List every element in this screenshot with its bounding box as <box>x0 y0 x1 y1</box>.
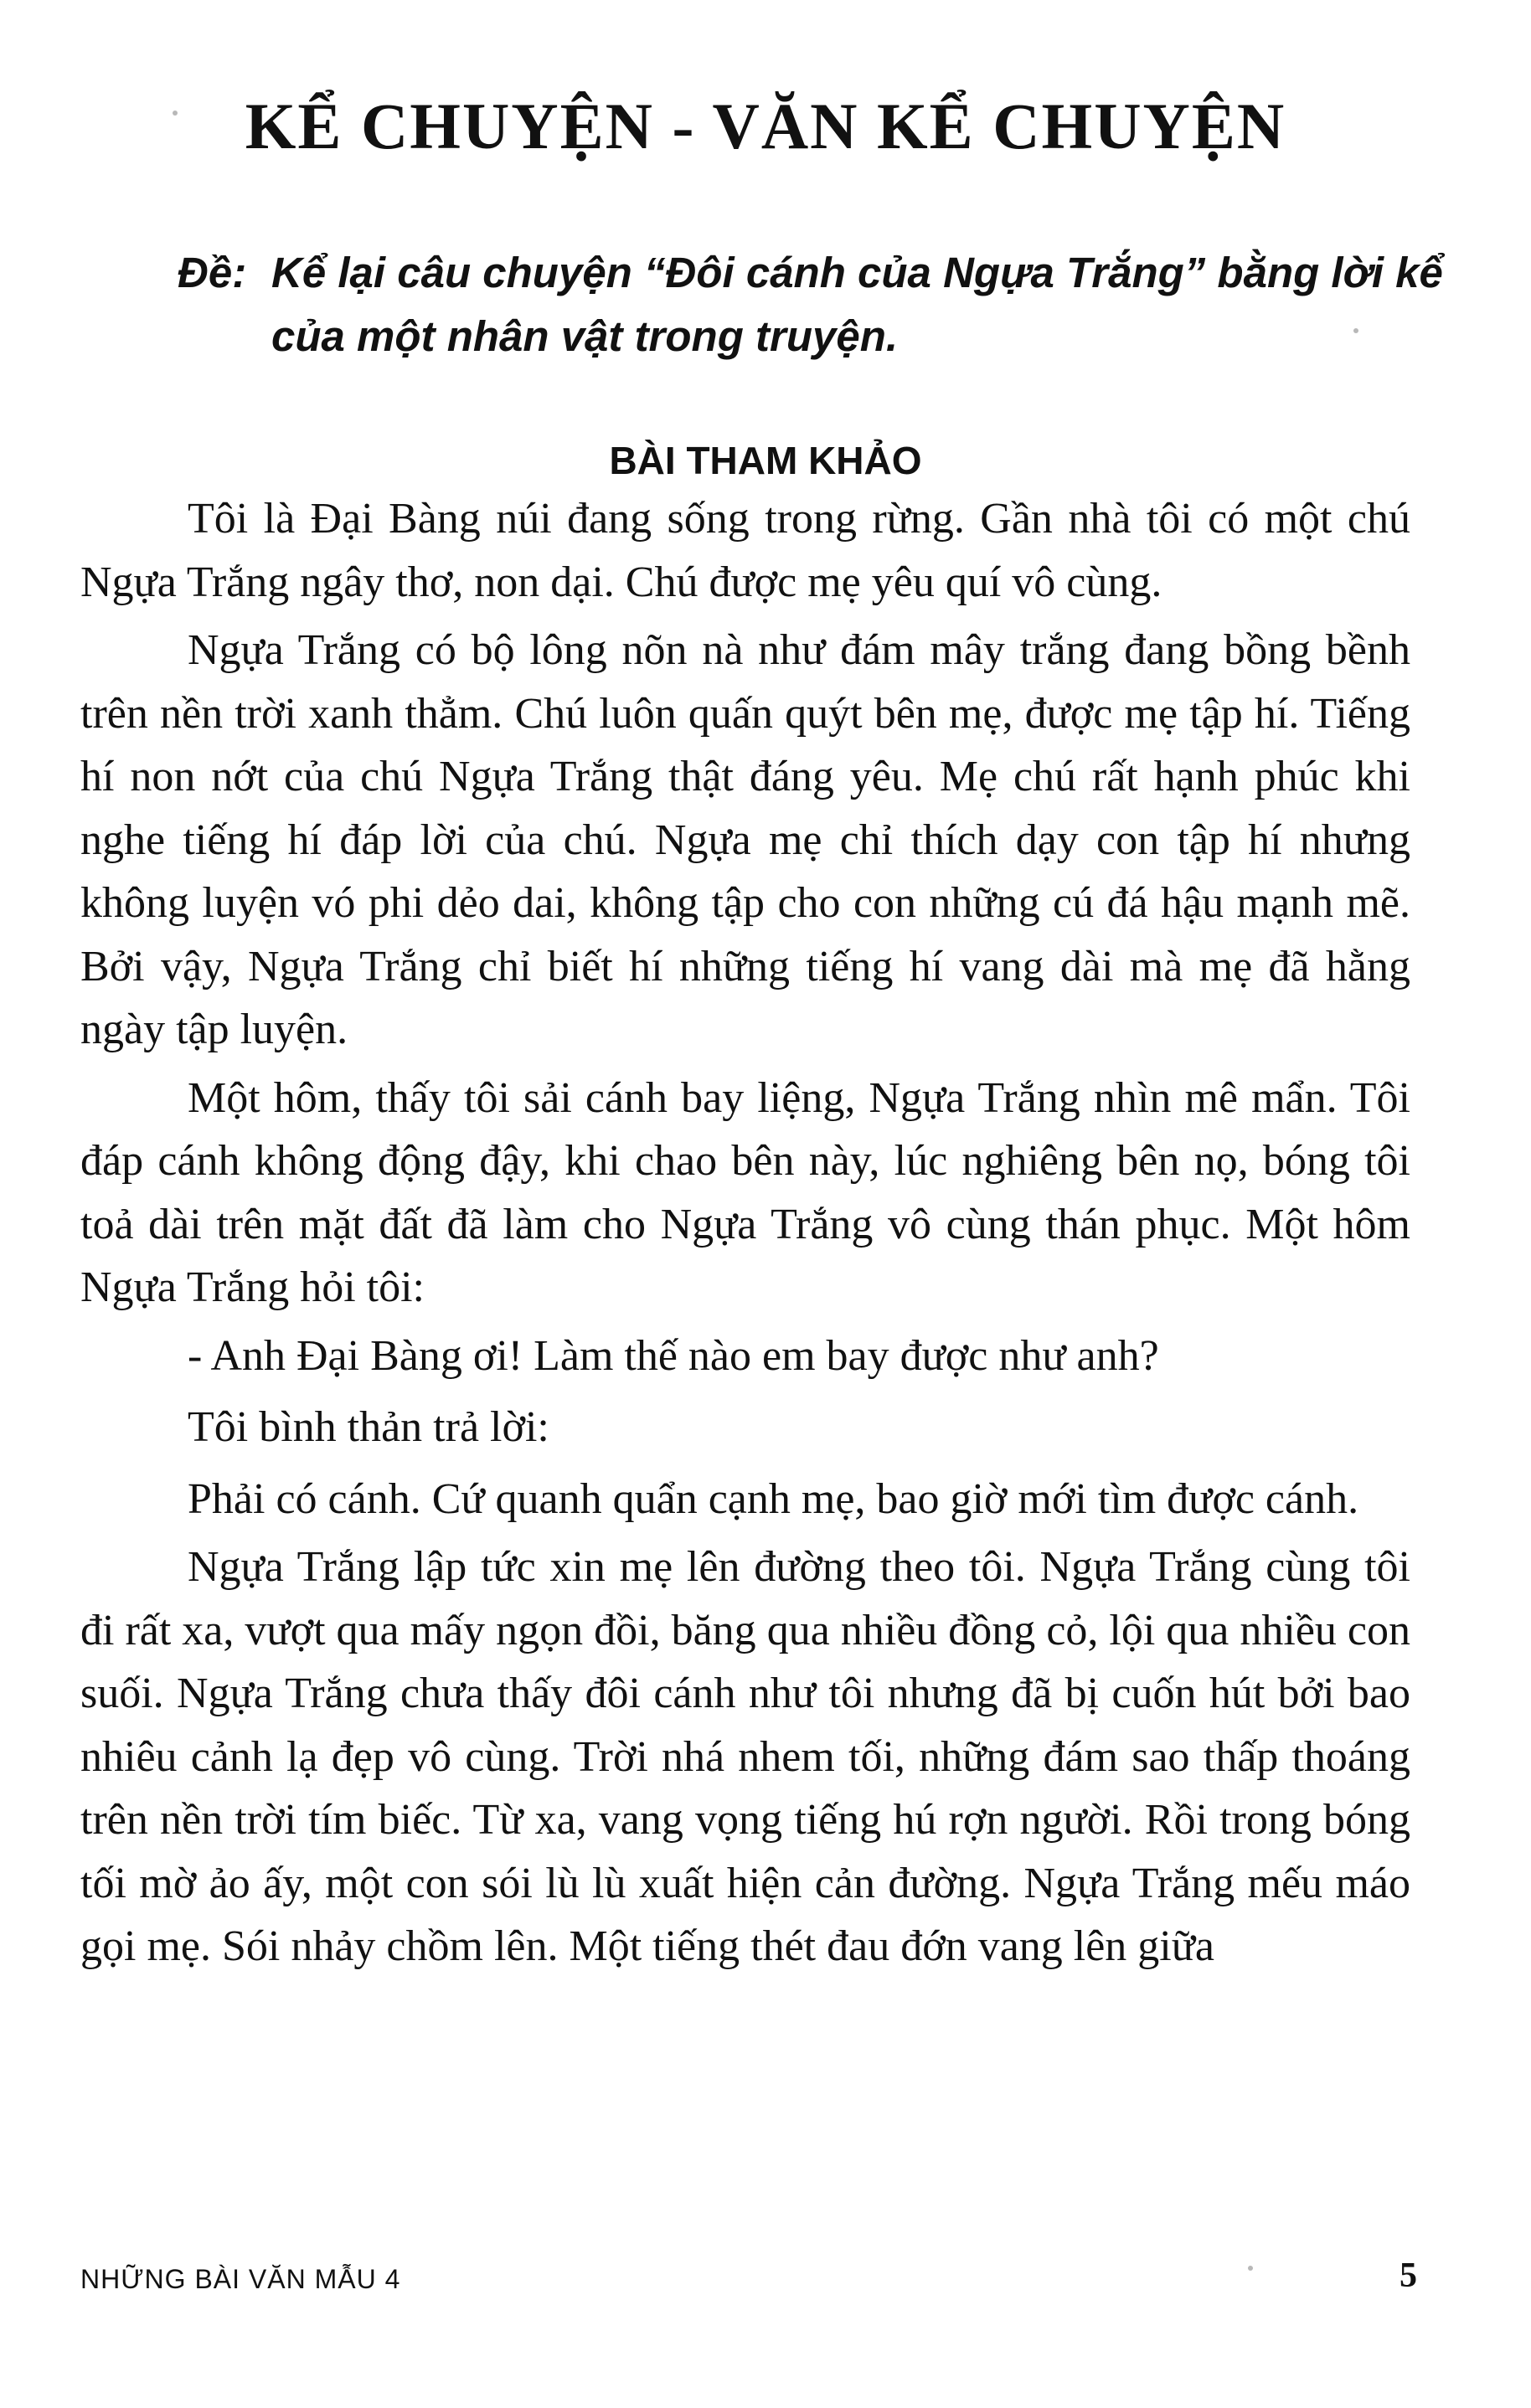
article-body <box>80 487 1410 1984</box>
paper-speck <box>173 111 178 116</box>
page-title: KỂ CHUYỆN - VĂN KỂ CHUYỆN <box>245 90 1286 162</box>
assignment-text: Kể lại câu chuyện “Đôi cánh của Ngựa Trắng” bằng lời kể của một nhân vật trong truyện. <box>271 249 1443 360</box>
paragraph-1: Tôi là Đại Bàng núi đang sống trong rừng. Gần nhà tôi có một chú Ngựa Trắng ngây thơ, non dại. Chú được mẹ yêu quí vô cùng. <box>80 495 1410 606</box>
footer-book-title: NHỮNG BÀI VĂN MẪU 4 <box>80 2264 401 2294</box>
dialogue-question: - Anh Đại Bàng ơi! Làm thế nào em bay được như anh? <box>188 1331 1159 1380</box>
dialogue-intro: Tôi bình thản trả lời: <box>188 1403 549 1451</box>
dialogue-answer: Phải có cánh. Cứ quanh quẩn cạnh mẹ, bao giờ mới tìm được cánh. <box>188 1474 1359 1523</box>
assignment-prompt <box>178 241 1451 368</box>
assignment-prompt-row <box>178 241 1451 368</box>
paper-speck <box>1248 2266 1253 2271</box>
paper-speck <box>1353 328 1358 333</box>
paragraph-7: Ngựa Trắng lập tức xin mẹ lên đường theo tôi. Ngựa Trắng cùng tôi đi rất xa, vượt qua mấy ngọn đồi, băng qua nhiều đồng cỏ, lội qua nhiều con suối. Ngựa Trắng chưa thấy đôi cánh như tôi nhưng đã bị cuốn hút bởi bao nhiêu cảnh lạ đẹp vô cùng. Trời nhá nhem tối, những đám sao thấp thoáng trên nền trời tím biếc. Từ xa, vang vọng tiếng hú rợn người. Rồi trong bóng tối mờ ảo ấy, một con sói lù lù xuất hiện cản đường. Ngựa Trắng mếu máo gọi mẹ. Sói nhảy chồm lên. Một tiếng thét đau đớn vang lên giữa <box>80 1543 1410 1970</box>
paragraph-3: Một hôm, thấy tôi sải cánh bay liệng, Ngựa Trắng nhìn mê mẩn. Tôi đáp cánh không động đậy, khi chao bên này, lúc nghiêng bên nọ, bóng tôi toả dài trên mặt đất đã làm cho Ngựa Trắng vô cùng thán phục. Một hôm Ngựa Trắng hỏi tôi: <box>80 1073 1410 1311</box>
footer-page-number: 5 <box>1400 2256 1417 2295</box>
assignment-label: Đề: <box>178 249 247 296</box>
section-heading: BÀI THAM KHẢO <box>609 439 922 482</box>
paragraph-2: Ngựa Trắng có bộ lông nõn nà như đám mây trắng đang bồng bềnh trên nền trời xanh thẳm. Chú luôn quấn quýt bên mẹ, được mẹ tập hí. Tiếng hí non nớt của chú Ngựa Trắng thật đáng yêu. Mẹ chú rất hạnh phúc khi nghe tiếng hí đáp lời của chú. Ngựa mẹ chỉ thích dạy con tập hí nhưng không luyện vó phi dẻo dai, không tập cho con những cú đá hậu mạnh mẽ. Bởi vậy, Ngựa Trắng chỉ biết hí những tiếng hí vang dài mà mẹ đã hằng ngày tập luyện. <box>80 626 1410 1053</box>
